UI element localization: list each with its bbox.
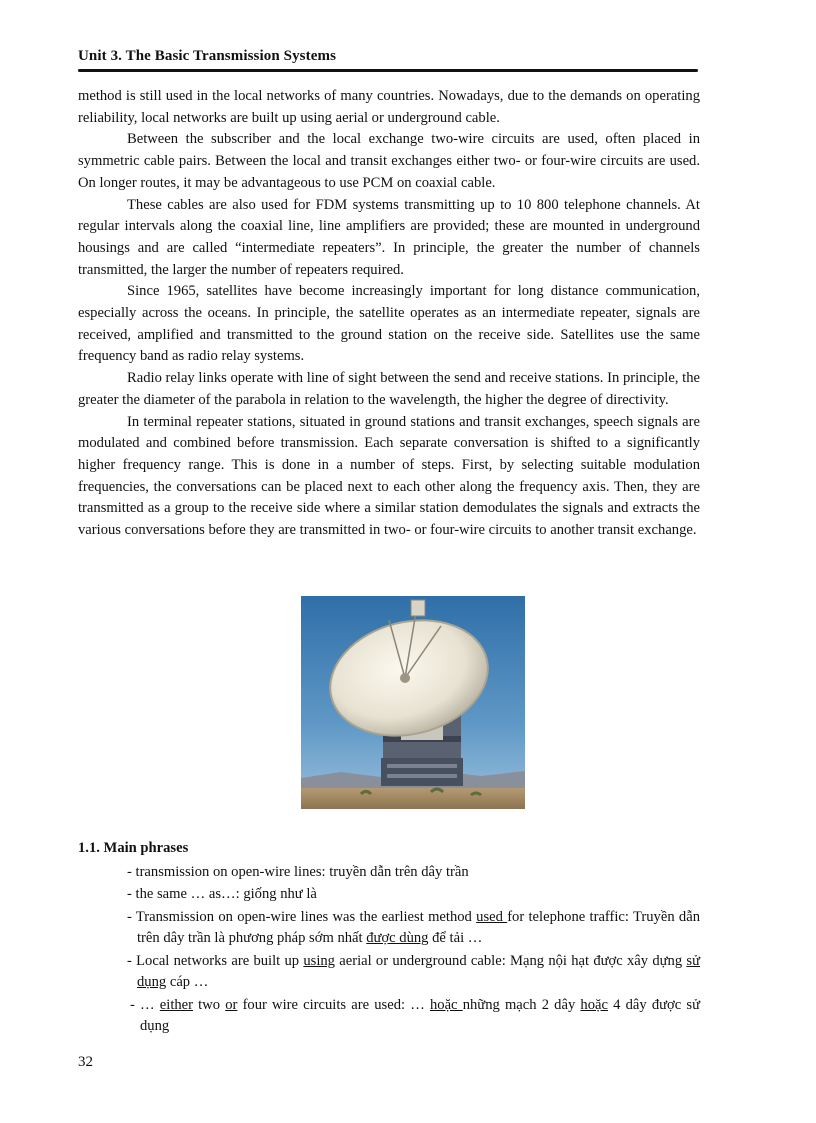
phrase-text: - … (130, 996, 160, 1013)
paragraph: Radio relay links operate with line of sight between the send and receive stations. In principle, the greater the diameter of the parabola in relation to the wavelength, the higher the degree of directivity. (78, 370, 700, 408)
main-phrases-section (78, 838, 700, 1039)
list-item (127, 951, 700, 994)
page-header (78, 48, 698, 72)
underlined-term: được dùng (366, 930, 429, 946)
paragraph: These cables are also used for FDM systems transmitting up to 10 800 telephone channels. At regular intervals along the coaxial line, line amplifiers are provided; these are mounted in underground housings and are called “intermediate repeaters”. In principle, the greater the number of channels transmitted, the larger the number of repeaters required. (78, 196, 700, 278)
header-rule (78, 69, 698, 72)
list-item: - the same … as…: giống như là (127, 886, 317, 902)
paragraph: In terminal repeater stations, situated in ground stations and transit exchanges, speech signals are modulated and combined before transmission. Each separate conversation is shifted to a significantly higher frequency range. This is done in a number of steps. First, by selecting suitable modulation frequencies, the conversations can be placed next to each other along the frequency axis. Then, they are transmitted as a group to the receive side where a similar station demodulates the signals and extracts the various conversations before they are transmitted in two- or four-wire circuits to another transit exchange. (78, 413, 700, 539)
list-item (130, 995, 700, 1038)
page-number: 32 (78, 1054, 93, 1070)
phrase-text: two (193, 996, 226, 1013)
underlined-term: used (476, 908, 508, 925)
phrase-text: để tải … (428, 930, 483, 946)
underlined-term: hoặc (429, 996, 463, 1013)
satellite-dish-photo (301, 596, 525, 809)
paragraph: Since 1965, satellites have become increasingly important for long distance communication, especially across the oceans. In principle, the satellite operates as an intermediate repeater, signals are received, amplified and transmitted to the ground station on the receive side. Satellites use the same frequency band as radio relay systems. (78, 283, 700, 365)
underlined-term: hoặc (580, 996, 608, 1013)
phrase-text: - Transmission on open-wire lines was the earliest method (127, 908, 477, 925)
phrase-text: four wire circuits are used: … (237, 996, 430, 1013)
list-item (127, 907, 700, 950)
phrase-text: aerial or underground cable: Mạng nội hạt được xây dựng (334, 952, 687, 969)
body-text (78, 86, 700, 542)
underlined-term: either (159, 996, 194, 1013)
header-title: Unit 3. The Basic Transmission Systems (78, 48, 337, 64)
phrase-text: những mạch 2 dây (462, 996, 581, 1013)
phrase-text: for telephone traffic: Truyền dẫn trên dây trần là phương pháp sớm nhất (137, 908, 700, 946)
phrase-text: 4 dây được sử dụng (140, 996, 700, 1034)
underlined-term: sử dụng (137, 952, 701, 990)
paragraph: Between the subscriber and the local exchange two-wire circuits are used, often placed in symmetric cable pairs. Between the local and transit exchanges either two- or four-wire circuits are used. On longer routes, it may be advantageous to use PCM on coaxial cable. (78, 131, 700, 191)
underlined-term: or (225, 996, 238, 1013)
section-title: 1.1. Main phrases (78, 840, 189, 856)
phrase-text: - Local networks are built up (127, 952, 304, 969)
phrase-text: cáp … (166, 974, 209, 990)
underlined-term: using (303, 952, 335, 969)
paragraph: method is still used in the local networks of many countries. Nowadays, due to the demands on operating reliability, local networks are built up using aerial or underground cable. (78, 88, 700, 126)
list-item: - transmission on open-wire lines: truyền dẫn trên dây trần (127, 863, 469, 880)
